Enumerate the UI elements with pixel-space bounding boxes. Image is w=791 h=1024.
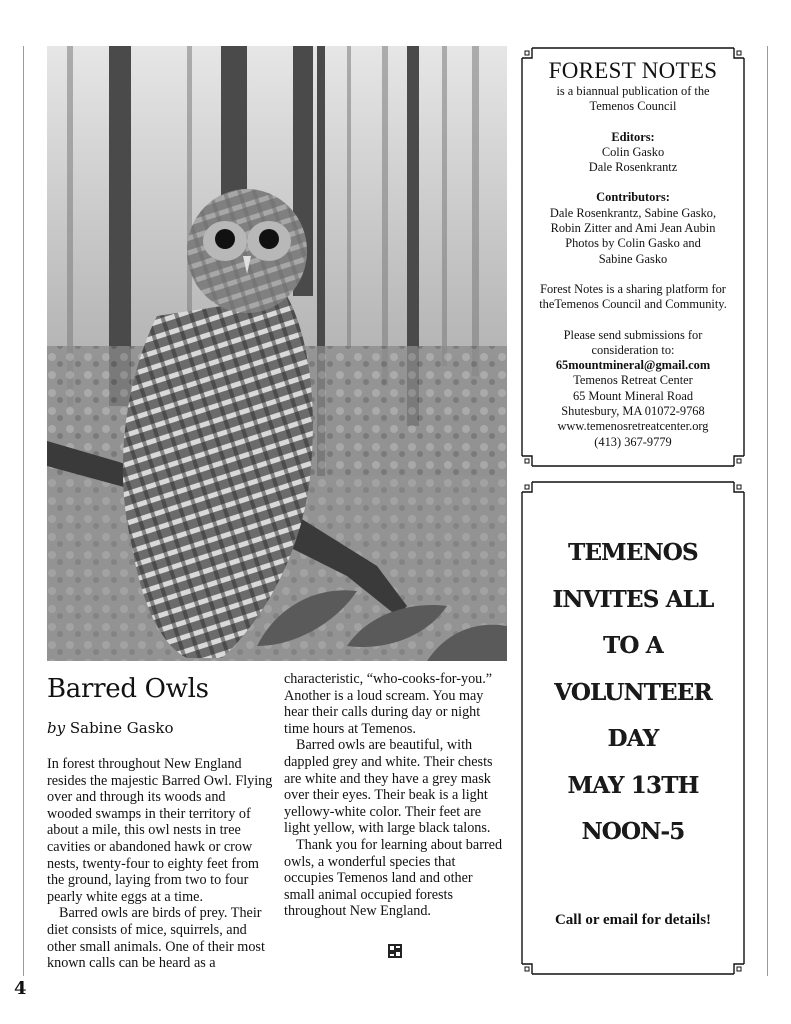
address-line: Temenos Retreat Center (573, 373, 693, 388)
volunteer-announcement-line: VOLUNTEER (554, 678, 712, 706)
article-paragraph: Thank you for learning about barred owls, a wonderful species that occupies Temenos land and other small animal occupied forests throughout New England. (284, 836, 503, 920)
barred-owl-photo (47, 46, 507, 661)
address-line: 65 Mount Mineral Road (572, 388, 694, 403)
article-column-2 (284, 671, 506, 920)
byline-author: Sabine Gasko (69, 719, 174, 737)
volunteer-day-box (520, 480, 746, 976)
submission-line: Please send submissions for (563, 327, 703, 342)
volunteer-announcement-line: DAY (607, 725, 659, 752)
contributors-line: Photos by Colin Gasko and (565, 236, 701, 251)
article-paragraph: In forest throughout New England resides the majestic Barred Owl. Flying over and through its woods and wooded swamps in their territory of about a mile, this owl nests in tree cavities or abandoned hawk or crow nests, twenty-four to eighty feet from the ground, laying from two to four pearly white eggs at a time. (47, 756, 273, 905)
contributors-line: Robin Zitter and Ami Jean Aubin (550, 221, 716, 236)
volunteer-call-to-action: Call or email for details! (554, 912, 712, 928)
publication-subtitle: is a biannual publication of the (556, 84, 710, 98)
forest-notes-title: FOREST NOTES (548, 58, 718, 83)
left-margin-rule (23, 46, 24, 976)
contact-email: 65mountmineral@gmail.com (555, 358, 711, 373)
contributors-line: Sabine Gasko (598, 251, 668, 266)
byline-prefix: by (47, 719, 66, 737)
platform-line: theTemenos Council and Community. (539, 297, 727, 312)
page-number: 4 (14, 978, 27, 999)
volunteer-announcement-line: INVITES ALL (552, 585, 714, 613)
article-column-1 (47, 756, 273, 972)
article-paragraph: characteristic, “who-cooks-for-you.” Another is a loud scream. You may hear their calls during day or night time hours at Temenos. (284, 671, 493, 737)
contributors-line: Dale Rosenkrantz, Sabine Gasko, (549, 205, 717, 220)
article-title: Barred Owls (47, 674, 209, 704)
volunteer-announcement-line: TO A (603, 632, 663, 659)
submission-line: consideration to: (591, 342, 675, 357)
byline (47, 719, 174, 737)
editor-name: Dale Rosenkrantz (588, 160, 678, 175)
volunteer-time: NOON-5 (581, 818, 685, 845)
contributors-label: Contributors: (596, 190, 670, 205)
publication-subtitle: Temenos Council (589, 99, 677, 114)
phone-number: (413) 367-9779 (594, 434, 672, 449)
volunteer-announcement-line: TEMENOS (568, 539, 698, 566)
editors-label: Editors: (611, 129, 655, 144)
article-paragraph: Barred owls are birds of prey. Their diet consists of mice, squirrels, and other small animals. One of their most known calls can be heard as a (47, 905, 265, 972)
volunteer-date: MAY 13TH (567, 771, 699, 799)
end-of-article-ornament-icon (388, 944, 402, 958)
address-line: Shutesbury, MA 01072-9768 (561, 404, 705, 419)
platform-line: Forest Notes is a sharing platform for (540, 281, 726, 296)
right-margin-rule (767, 46, 768, 976)
article-paragraph: Barred owls are beautiful, with dappled grey and white. Their chests are white and they have a grey mask over their eyes. Their beak is a light yellowy-white color. Their feet are light yellow, with large black talons. (284, 737, 493, 837)
website-url: www.temenosretreatcenter.org (557, 419, 709, 434)
forest-notes-box (520, 46, 746, 468)
editor-name: Colin Gasko (601, 144, 665, 159)
